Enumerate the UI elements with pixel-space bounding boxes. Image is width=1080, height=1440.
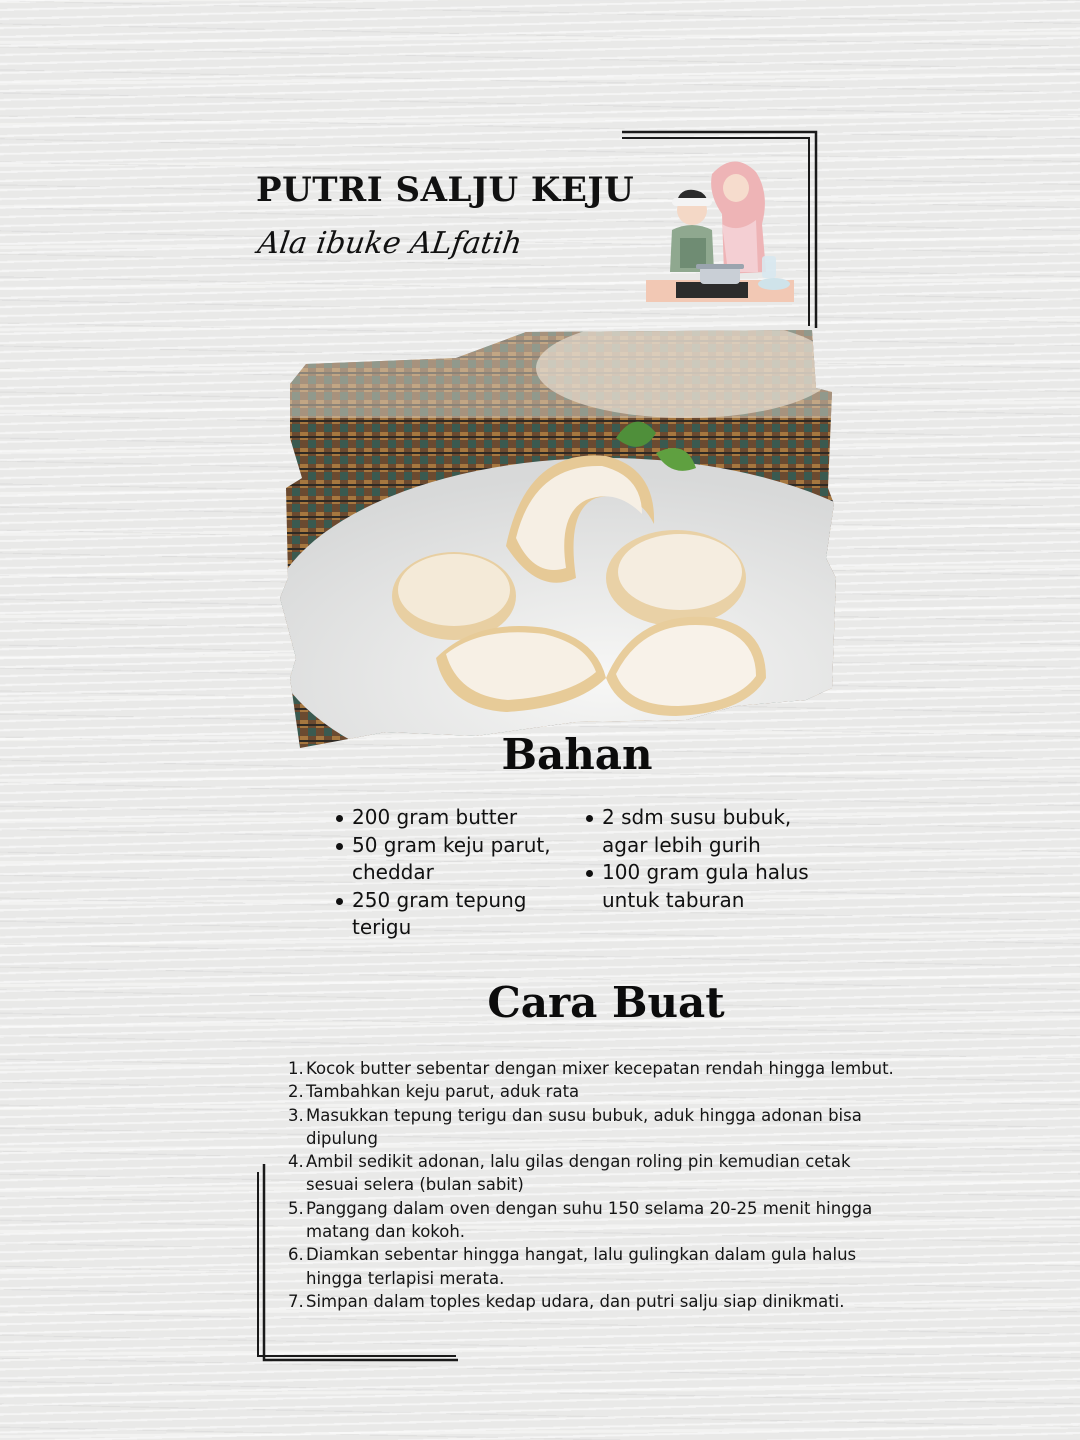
step-item: 3. Masukkan tepung terigu dan susu bubuk, aduk hingga adonan bisa dipulung (288, 1105, 862, 1148)
step-item: 5. Panggang dalam oven dengan suhu 150 selama 20-25 menit hingga matang dan kokoh. (288, 1198, 873, 1242)
step-item: 4. Ambil sedikit adonan, lalu gilas dengan roling pin kemudian cetak sesuai selera (bulan sabit) (288, 1152, 851, 1195)
step-text: Kocok butter sebentar dengan mixer kecepatan rendah hingga lembut. (306, 1059, 894, 1078)
step-item: 1. Kocok butter sebentar dengan mixer kecepatan rendah hingga lembut. (288, 1059, 894, 1078)
step-text: Masukkan tepung terigu dan susu bubuk, aduk hingga adonan bisa dipulung (306, 1105, 862, 1148)
step-item: 2. Tambahkan keju parut, aduk rata (288, 1082, 580, 1102)
step-text: Panggang dalam oven dengan suhu 150 selama 20-25 menit hingga matang dan kokoh. (306, 1198, 873, 1242)
ingredients-list-left (334, 804, 582, 942)
step-text: Simpan dalam toples kedap udara, dan putri salju siap dinikmati. (306, 1291, 845, 1311)
ingredient-item: 100 gram gula halus untuk taburan (602, 859, 842, 914)
cara-buat-heading: Cara Buat (487, 978, 725, 1027)
steps-list (288, 1057, 898, 1313)
step-text: Diamkan sebentar hingga hangat, lalu gulingkan dalam gula halus hingga terlapisi merata. (306, 1245, 857, 1288)
ingredient-item: 200 gram butter (352, 804, 582, 832)
cookies-photo (276, 328, 838, 750)
step-text: Ambil sedikit adonan, lalu gilas dengan roling pin kemudian cetak sesuai selera (bulan sabit) (306, 1152, 851, 1195)
recipe-title: PUTRI SALJU KEJU (256, 170, 635, 210)
ingredient-item: 2 sdm susu bubuk, agar lebih gurih (602, 804, 842, 859)
step-item: 6. Diamkan sebentar hingga hangat, lalu gulingkan dalam gula halus hingga terlapisi merata. (288, 1245, 857, 1288)
ingredient-item: 50 gram keju parut, cheddar (352, 832, 582, 887)
mother-child-cooking-illustration (642, 154, 798, 306)
step-item: 7. Simpan dalam toples kedap udara, dan putri salju siap dinikmati. (288, 1291, 845, 1311)
ingredient-item: 250 gram tepung terigu (352, 887, 582, 942)
step-text: Tambahkan keju parut, aduk rata (306, 1082, 580, 1102)
recipe-subtitle: Ala ibuke ALfatih (255, 226, 525, 261)
bahan-heading: Bahan (501, 730, 653, 779)
ingredients-list-right (584, 804, 842, 914)
